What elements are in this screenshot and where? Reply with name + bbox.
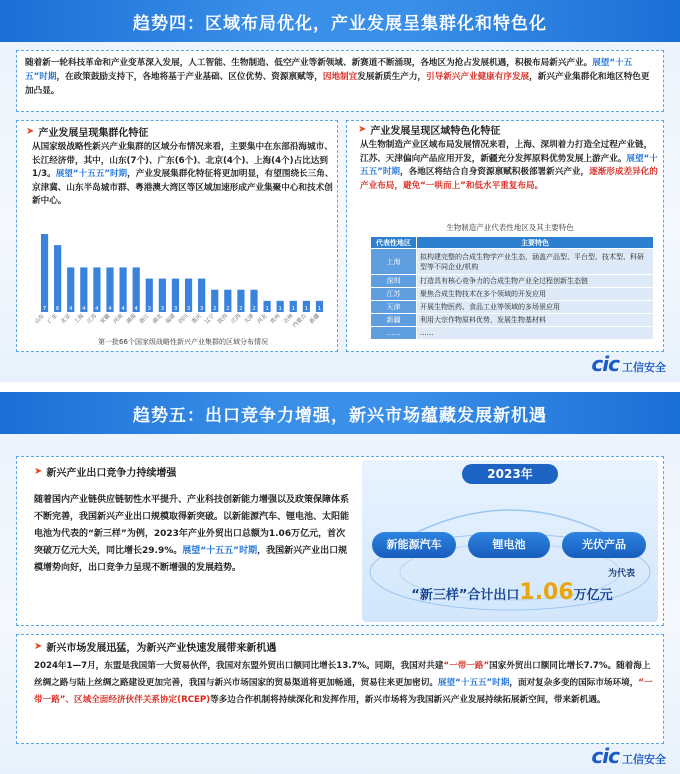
slide2-title: 趋势五：出口竞争力增强，新兴市场蕴藏发展新机遇 xyxy=(133,405,547,426)
category-label: 山东 xyxy=(33,313,46,326)
regional-highlight-diff: 逐渐形成差异化的产业布局，避免“一哄而上”和低水平重复布局。 xyxy=(360,167,658,191)
pill-pv-text: 光伏产品 xyxy=(582,538,626,551)
total-unit: 万亿元 xyxy=(573,588,613,603)
pill-battery-text: 锂电池 xyxy=(492,538,526,551)
category-label: 辽宁 xyxy=(204,313,217,326)
emerging-highlight-belt: “一带一路” xyxy=(443,661,490,671)
cluster-card-title-text: 产业发展呈现集群化特征 xyxy=(38,128,149,139)
table-caption: 生物制造产业代表性地区及其主要特色 xyxy=(446,223,574,232)
regional-text-1: 从生物制造产业区域布局发展情况来看，上海、深圳着力打造全过程产业链，江苏、天津偏向产品应用开发，新疆充分发挥原料优势发展上游产业。 xyxy=(360,140,653,164)
pill-nev-text: 新能源汽车 xyxy=(386,538,442,551)
bar-广东 xyxy=(54,245,61,312)
table-cell-feature: 利用大宗作物原料优势，发展生物基材料 xyxy=(417,314,654,327)
bar-value-label: 3 xyxy=(199,306,204,312)
export-card-title xyxy=(34,464,176,479)
table-cell-region: 江苏 xyxy=(371,288,417,301)
bar-value-label: 6 xyxy=(55,306,60,312)
pill-battery xyxy=(468,532,550,558)
emerging-card-title-text: 新兴市场发展迅猛，为新兴产业快速发展带来新机遇 xyxy=(46,643,277,654)
bar-value-label: 4 xyxy=(95,306,99,312)
emerging-card-title xyxy=(34,639,276,654)
cluster-text-1: 从国家级战略性新兴产业集群的区域分布情况来看，主要集中在东部沿海城市、长江经济带，其中，山东(7个)、广东(6个)、北京(4个)、上海(4个)占比达到1/3。 xyxy=(32,142,333,179)
new-three-graphic xyxy=(362,460,658,622)
table-cell-feature: ...... xyxy=(417,327,654,340)
table-cell-region: ...... xyxy=(371,327,417,340)
bar-value-label: 7 xyxy=(42,306,47,312)
pill-pv xyxy=(562,532,646,558)
category-label: 新疆 xyxy=(308,313,321,326)
representative-note: 为代表 xyxy=(608,569,636,579)
cic-logo xyxy=(591,352,666,376)
export-card-text xyxy=(34,492,354,577)
category-label: 江西 xyxy=(230,313,243,326)
intro-highlight-local: 因地制宜 xyxy=(322,72,358,82)
export-text-2: ，我国新兴产业出口规模增势向好，出口竞争力呈现不断增强的发展趋势。 xyxy=(34,546,348,573)
bar-value-label: 4 xyxy=(82,306,86,312)
table-row xyxy=(371,288,654,301)
intro-text-2: ，在政策鼓励支持下，各地将基于产业基础、区位优势、资源禀赋等， xyxy=(56,72,323,82)
arrow-icon: ➤ xyxy=(26,126,35,137)
intro-highlight-outlook: 展望“十五五”时期 xyxy=(25,58,633,82)
category-label: 广东 xyxy=(47,313,60,326)
logo-mark: cic xyxy=(591,352,619,376)
cluster-highlight-outlook: 展望“十五五”时期 xyxy=(55,169,128,179)
arrow-icon: ➤ xyxy=(34,466,43,477)
category-label: 上海 xyxy=(73,313,86,326)
slide1-intro-box xyxy=(16,50,664,112)
category-label: 陕西 xyxy=(217,313,230,326)
export-highlight-outlook: 展望“十五五”时期 xyxy=(182,546,258,556)
category-label: 江苏 xyxy=(86,313,99,326)
category-label: 河南 xyxy=(112,313,125,326)
logo-mark: cic xyxy=(591,744,619,768)
bar-value-label: 4 xyxy=(68,306,73,312)
bar-value-label: 3 xyxy=(186,306,191,312)
chart-title: 第一批66个国家级战略性新兴产业集群的区域分布情况 xyxy=(98,338,268,346)
slide2-banner xyxy=(0,392,680,434)
slide-trend-five xyxy=(0,392,680,774)
bar-value-label: 3 xyxy=(173,306,178,312)
pill-nev xyxy=(372,532,456,558)
category-label: 四川 xyxy=(177,313,190,326)
bar-value-label: 4 xyxy=(134,306,138,312)
bar-山东 xyxy=(41,234,48,312)
export-total xyxy=(382,580,642,605)
emerging-text-4: 等多边合作机制将持续深化和发挥作用，新兴市场将为我国新兴产业发展持续拓展新空间，带来新机遇。 xyxy=(210,695,606,705)
logo-text: 工信安全 xyxy=(622,753,666,766)
table-row xyxy=(371,301,654,314)
bar-value-label: 2 xyxy=(226,306,230,312)
slide-trend-four xyxy=(0,0,680,382)
arrow-icon: ➤ xyxy=(34,641,43,652)
category-label: 内蒙古 xyxy=(291,313,308,330)
cic-logo xyxy=(591,744,666,768)
emerging-highlight-rcep: “一带一路”、区域全面经济伙伴关系协定(RCEP) xyxy=(34,678,653,705)
regional-card-title xyxy=(358,122,500,137)
table-header-feature: 主要特色 xyxy=(417,237,654,249)
table-row xyxy=(371,327,654,340)
bar-value-label: 3 xyxy=(160,306,165,312)
bar-value-label: 4 xyxy=(108,306,112,312)
table-row xyxy=(371,249,654,275)
bar-value-label: 1 xyxy=(317,306,322,312)
table-cell-feature: 聚焦合成生物技术在多个领域的开发应用 xyxy=(417,288,654,301)
category-label: 湖南 xyxy=(125,313,138,326)
total-value: 1.06 xyxy=(519,580,574,605)
slide1-intro-text xyxy=(25,56,655,98)
logo-text: 工信安全 xyxy=(622,361,666,374)
bar-value-label: 2 xyxy=(212,306,217,312)
table-cell-feature: 开展生物医药、食品工业等领域的多场景应用 xyxy=(417,301,654,314)
regional-card-text xyxy=(360,139,658,193)
category-label: 贵州 xyxy=(269,313,282,326)
bar-value-label: 2 xyxy=(252,306,256,312)
bar-value-label: 1 xyxy=(291,306,296,312)
bar-value-label: 1 xyxy=(278,306,282,312)
table-row xyxy=(371,314,654,327)
category-label: 北京 xyxy=(60,313,73,326)
category-label: 吉林 xyxy=(282,313,295,326)
cluster-bar-chart xyxy=(33,230,330,348)
intro-text-1: 随着新一轮科技革命和产业变革深入发展，人工智能、生物制造、低空产业等新领域、新赛道不断涌现，各地区为抢占发展机遇，积极布局新兴产业。 xyxy=(25,58,593,68)
table-cell-region: 上海 xyxy=(371,249,417,275)
intro-text-4: ，新兴产业集群化和地区特色更加凸显。 xyxy=(25,72,650,96)
arrow-icon: ➤ xyxy=(358,124,367,135)
category-label: 浙江 xyxy=(138,313,151,326)
slide1-banner xyxy=(0,0,680,42)
table-header-region: 代表性地区 xyxy=(371,237,417,249)
bar-value-label: 1 xyxy=(304,306,309,312)
category-label: 重庆 xyxy=(191,313,204,326)
category-label: 天津 xyxy=(243,313,256,326)
bar-value-label: 1 xyxy=(265,306,269,312)
cluster-card-title xyxy=(26,124,148,139)
regional-card-title-text: 产业发展呈现区域特色化特征 xyxy=(370,126,501,137)
category-label: 福建 xyxy=(164,313,177,326)
slide1-title: 趋势四：区域布局优化，产业发展呈集群化和特色化 xyxy=(133,13,547,34)
table-cell-feature: 拟构建完整的合成生物学产业生态，涵盖产品型、平台型、技术型、科研型等不同企业/机构 xyxy=(417,249,654,275)
table-cell-region: 天津 xyxy=(371,301,417,314)
regional-text-2: ，各地区将结合自身资源禀赋积极部署新兴产业， xyxy=(400,167,590,177)
category-label: 安徽 xyxy=(99,313,112,326)
emerging-highlight-outlook: 展望“十五五”时期 xyxy=(437,678,510,688)
bar-value-label: 3 xyxy=(147,306,152,312)
cluster-card-text xyxy=(32,141,334,209)
year-text: 2023年 xyxy=(487,467,533,481)
table-cell-feature: 打造具有核心竞争力的合成生物产业全过程创新生态链 xyxy=(417,275,654,288)
bar-value-label: 4 xyxy=(121,306,125,312)
regional-highlight-outlook: 展望“十五五”时期 xyxy=(360,153,658,177)
category-label: 河北 xyxy=(256,313,269,326)
intro-highlight-guide: 引导新兴产业健康有序发展 xyxy=(426,72,530,82)
table-cell-region: 新疆 xyxy=(371,314,417,327)
export-text-1: 随着国内产业链供应链韧性水平提升、产业科技创新能力增强以及政策保障体系不断完善，我国新兴产业出口规模取得新突破。以新能源汽车、锂电池、太阳能电池为代表的“新三样”为例，2023年产业外贸出口总额为1.06万亿元，首次突破万亿元大关，同比增长29.9%。 xyxy=(34,495,350,556)
table-row xyxy=(371,275,654,288)
total-prefix: “新三样”合计出口 xyxy=(411,588,520,603)
cluster-text-2: ，产业发展集群化特征将更加明显，有望围绕长三角、京津冀、山东半岛城市群、粤港澳大湾区等区域加速形成产业集聚中心和技术创新中心。 xyxy=(32,169,334,206)
emerging-card-text xyxy=(34,658,658,709)
category-label: 湖北 xyxy=(151,313,164,326)
bar-value-label: 2 xyxy=(239,306,243,312)
intro-text-3: 发展新质生产力， xyxy=(357,72,427,82)
export-card-title-text: 新兴产业出口竞争力持续增强 xyxy=(46,468,177,479)
table-cell-region: 深圳 xyxy=(371,275,417,288)
emerging-text-3: ，面对复杂多变的国际市场环境， xyxy=(509,678,639,688)
emerging-text-2: 国家外贸出口额同比增长7.7%。随着海上丝绸之路与陆上丝绸之路建设更加完善，我国与新兴市场国家的贸易渠道将更加畅通，贸易往来更加密切。 xyxy=(34,661,651,688)
emerging-text-1: 2024年1—7月，东盟是我国第一大贸易伙伴，我国对东盟外贸出口额同比增长13.7%。同期，我国对共建 xyxy=(34,661,444,671)
bio-manufacturing-table xyxy=(370,236,654,340)
